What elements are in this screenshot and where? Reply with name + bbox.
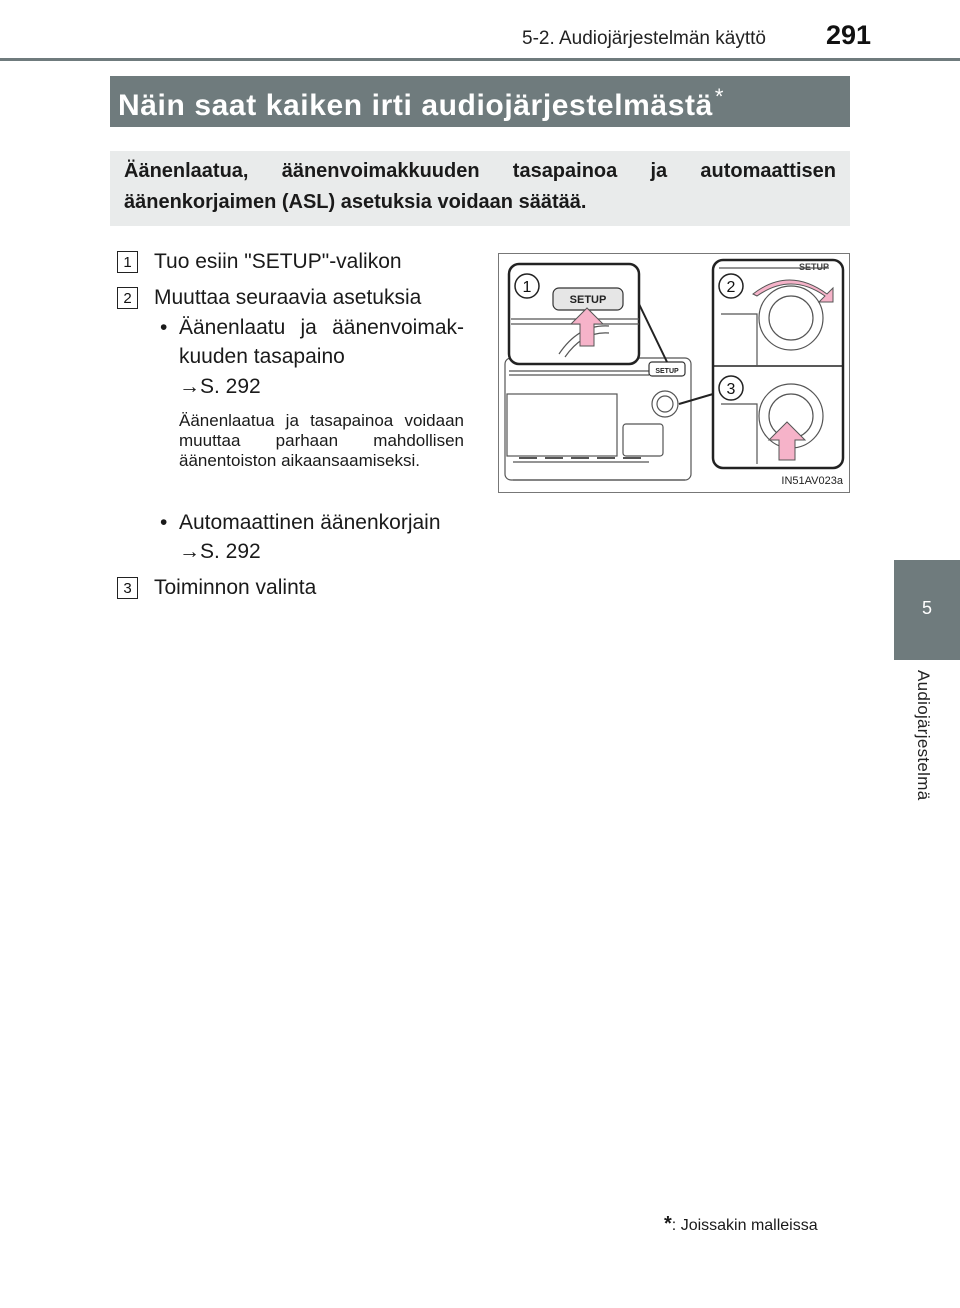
step-number-1: 1 — [117, 251, 138, 273]
footnote-text: : Joissakin malleissa — [671, 1217, 818, 1234]
chapter-tab-number: 5 — [921, 598, 932, 618]
page-title — [118, 84, 724, 123]
bullet-2-page-ref: →S. 292 — [179, 540, 261, 563]
step-text-2: Muuttaa seuraavia asetuksia — [154, 286, 422, 309]
callout-2-label: 2 — [726, 279, 736, 296]
setup-button-large-label: SETUP — [569, 294, 607, 306]
bullet-dot: • — [160, 316, 168, 339]
chapter-tab-label: Audiojärjestelmä — [914, 670, 933, 801]
callout-3-label: 3 — [726, 381, 736, 398]
title-asterisk: * — [714, 84, 725, 109]
running-header-section: 5-2. Audiojärjestelmän käyttö — [522, 28, 766, 49]
volume-knob-small — [652, 391, 678, 417]
intro-text: Äänenlaatua, äänenvoimakkuuden tasapainoa ja automaattisen äänenkorjaimen (ASL) asetuksia voidaan säätää. — [124, 160, 836, 213]
setup-button-small-label: SETUP — [655, 368, 679, 375]
setup-label-right: SETUP — [799, 262, 830, 272]
bullet-1-line2: kuuden tasapaino — [179, 345, 345, 368]
bullet-1-note: Äänenlaatua ja tasapainoa voidaan muuttaa parhaan mahdollisen äänentoiston aikaansaamiseksi. — [179, 411, 464, 470]
footnote-star: * — [664, 1213, 672, 1235]
audio-unit-drawing — [499, 254, 849, 492]
header-rule — [0, 58, 960, 61]
bullet-2-line1: Automaattinen äänenkorjain — [179, 511, 441, 534]
audio-unit-illustration — [498, 253, 850, 493]
step-number-3: 3 — [117, 577, 138, 599]
display-panel — [507, 394, 617, 456]
step-number-2: 2 — [117, 287, 138, 309]
bullet-1-page-ref: →S. 292 — [179, 375, 261, 398]
page-title-text: Näin saat kaiken irti audiojärjestelmästä — [118, 89, 713, 122]
step-text-3: Toiminnon valinta — [154, 576, 317, 599]
step-text-1: Tuo esiin "SETUP"-valikon — [154, 250, 402, 273]
page-number: 291 — [826, 20, 872, 50]
callout-1-label: 1 — [522, 279, 532, 296]
footnote — [664, 1213, 818, 1236]
figure-code: IN51AV023a — [781, 475, 843, 487]
bullet-1-line1: Äänenlaatu ja äänenvoimak- — [179, 316, 464, 339]
bullet-dot: • — [160, 511, 168, 534]
